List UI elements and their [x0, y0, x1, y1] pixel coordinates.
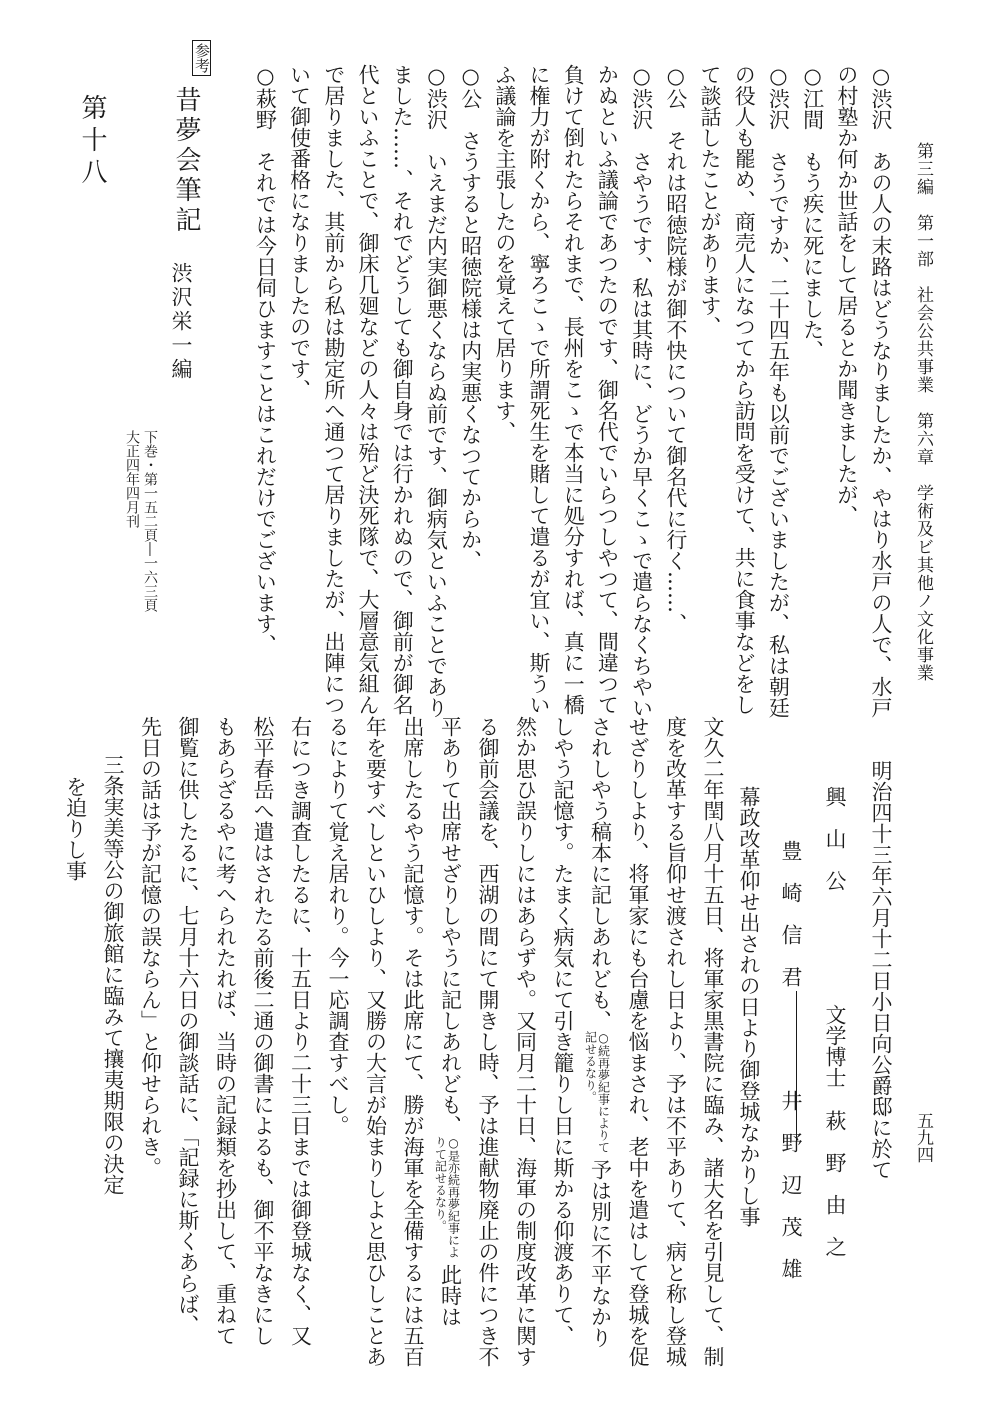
- section-number: 第十八: [77, 94, 107, 190]
- text-segment: されしやう稿本に記しあれども、: [588, 716, 613, 1031]
- lower-text-column: を迫りし事: [63, 776, 88, 881]
- date-line: 明治四十三年六月十二日小日向公爵邸に於て: [869, 760, 893, 1180]
- upper-text-column: て談話したことがあります、: [698, 64, 722, 337]
- inline-annotation: ○是亦続再夢紀事によりて記せるなり。: [433, 1136, 461, 1258]
- upper-text-column: 負けて倒れたらそれまで、長州をこゝで本当に処分すれば、真に一橋: [561, 64, 586, 715]
- upper-text-column: ふ議論を主張したのを覚えて居ります、: [492, 64, 517, 442]
- text-segment: 平ありて出席せざりしやうに記しあれども、: [438, 716, 463, 1136]
- upper-text-column: に権力が附くから、寧ろこゝで所謂死生を賭して遣るが宜い、斯うい: [527, 64, 551, 715]
- lower-text-column: 度を改革する旨仰せ渡されし日より、予は不平ありて、病と称し登城: [663, 716, 688, 1367]
- attendee-host: 興 山 公: [823, 786, 847, 891]
- upper-text-column: ○渋沢 さやうです、私は其時に、どうか早くこゝで遣らなくちやい: [629, 64, 654, 718]
- upper-text-column: ○渋沢 さうですか、二十四五年も以前でございましたが、私は朝廷: [766, 64, 791, 718]
- lower-text-column: 松平春岳へ遣はされたる前後二通の御書によるも、御不平なきにし: [251, 716, 275, 1346]
- page-number: 五九四: [913, 1112, 933, 1163]
- upper-text-column: で居りました、其前から私は勘定所へ通つて居りましたが、出陣につ: [321, 64, 346, 715]
- upper-text-column: ○公 さうすると昭徳院様は内実悪くなつてからか、: [458, 64, 483, 571]
- lower-text-column: 年を要すべしといひしより、又勝の大言が始まりしよと思ひしことあ: [363, 716, 388, 1367]
- lower-text-column: せざりしより、将軍家にも台慮を悩まされ、老中を遣はして登城を促: [626, 716, 650, 1367]
- text-segment: 予は別に不平なかり: [588, 1159, 613, 1348]
- upper-text-column: の村塾か何か世話をして居るとか聞きましたが、: [834, 64, 859, 526]
- attendee-guest1-name: 豊 崎 信 君: [779, 840, 803, 987]
- upper-text-column: ○萩野 それでは今日伺ひますことはこれだけでございます、: [253, 64, 278, 655]
- reference-note-line2: 大正四年四月刊: [124, 430, 140, 528]
- lower-text-column: 然か思ひ誤りしにはあらずや。又同月二十日、海軍の制度改革に関す: [513, 716, 538, 1367]
- lower-text-column: るによりて覚え居れり。今一応調査すべし。: [326, 716, 350, 1136]
- inline-annotation: ○続再夢紀事によりて記せるなり。: [583, 1031, 611, 1153]
- lower-text-column: しやう記憶す。たまく病気にて引き籠りし日に斯かる仰渡ありて、: [551, 716, 575, 1346]
- reference-note-line1: 下巻・第一五二頁―一六三頁: [142, 430, 158, 612]
- upper-text-column: ○江間 もう疾に死にました、: [800, 64, 825, 361]
- upper-text-column: ○公 それは昭徳院様が御不快について御名代に行く……、: [663, 64, 688, 634]
- reference-label: 参考: [192, 40, 211, 76]
- upper-text-column: ○渋沢 あの人の末路はどうなりましたか、やはり水戸の人で、水戸: [869, 64, 893, 718]
- attendee-guest2-title: 文学博士: [823, 1004, 847, 1088]
- lower-text-column: 先日の話は予が記憶の誤ならん」と仰せられき。: [138, 716, 163, 1178]
- lower-text-column: 御覧に供したるに、七月十六日の御談話に、「記録に斯くあらば、: [176, 716, 200, 1336]
- lower-text-column: もあらざるやに考へられたれば、当時の記録類を抄出して、重ねて: [213, 716, 238, 1346]
- lower-text-column: 文久二年閏八月十五日、将軍家黒書院に臨み、諸大名を引見して、制: [701, 716, 725, 1367]
- upper-text-column: かぬといふ議論であつたのです、御名代でいらつしやつて、間違つて: [595, 64, 620, 715]
- lower-text-column: る御前会議を、西湖の間にて開きし時、予は進献物廃止の件につき不: [476, 716, 500, 1367]
- reference-editor: 渋沢栄一編: [169, 262, 193, 382]
- upper-text-column: いて御使番格になりましたのです、: [287, 64, 312, 400]
- attendee-guest3: 井 野 辺 茂 雄: [779, 1090, 803, 1279]
- reference-title: 昔夢会筆記: [171, 86, 201, 236]
- lower-text-column: 右につき調査したるに、十五日より二十三日までは御登城なく、又: [288, 716, 313, 1346]
- reference-block: [192, 40, 211, 82]
- upper-text-column: の役人も罷め、商売人になつてから訪問を受けて、共に食事などをし: [732, 64, 757, 715]
- lower-text-column: [581, 716, 611, 1348]
- lower-text-column: 出席したるやう記憶す。そは此席にて、勝が海軍を全備するには五百: [401, 716, 425, 1367]
- section-heading-1: 幕政改革仰せ出されの日より御登城なかりし事: [737, 786, 761, 1227]
- attendee-guest2-name: 萩 野 由 之: [823, 1110, 847, 1257]
- upper-text-column: ました……、それでどうしても御自身では行かれぬので、御前が御名: [390, 64, 415, 715]
- text-segment: 此時は: [438, 1264, 463, 1327]
- lower-text-column: [431, 716, 461, 1327]
- lower-text-column: 三条実美等公の御旅館に臨みて攘夷期限の決定: [101, 754, 125, 1195]
- running-header: 第三編 第一部 社会公共事業 第六章 学術及ビ其他ノ文化事業: [913, 142, 933, 682]
- upper-text-column: 代といふことで、御床几廻などの人々は殆ど決死隊で、大層意気組ん: [356, 64, 380, 715]
- upper-text-column: ○渋沢 いえまだ内実御悪くならぬ前です、御病気といふことであり: [424, 64, 449, 718]
